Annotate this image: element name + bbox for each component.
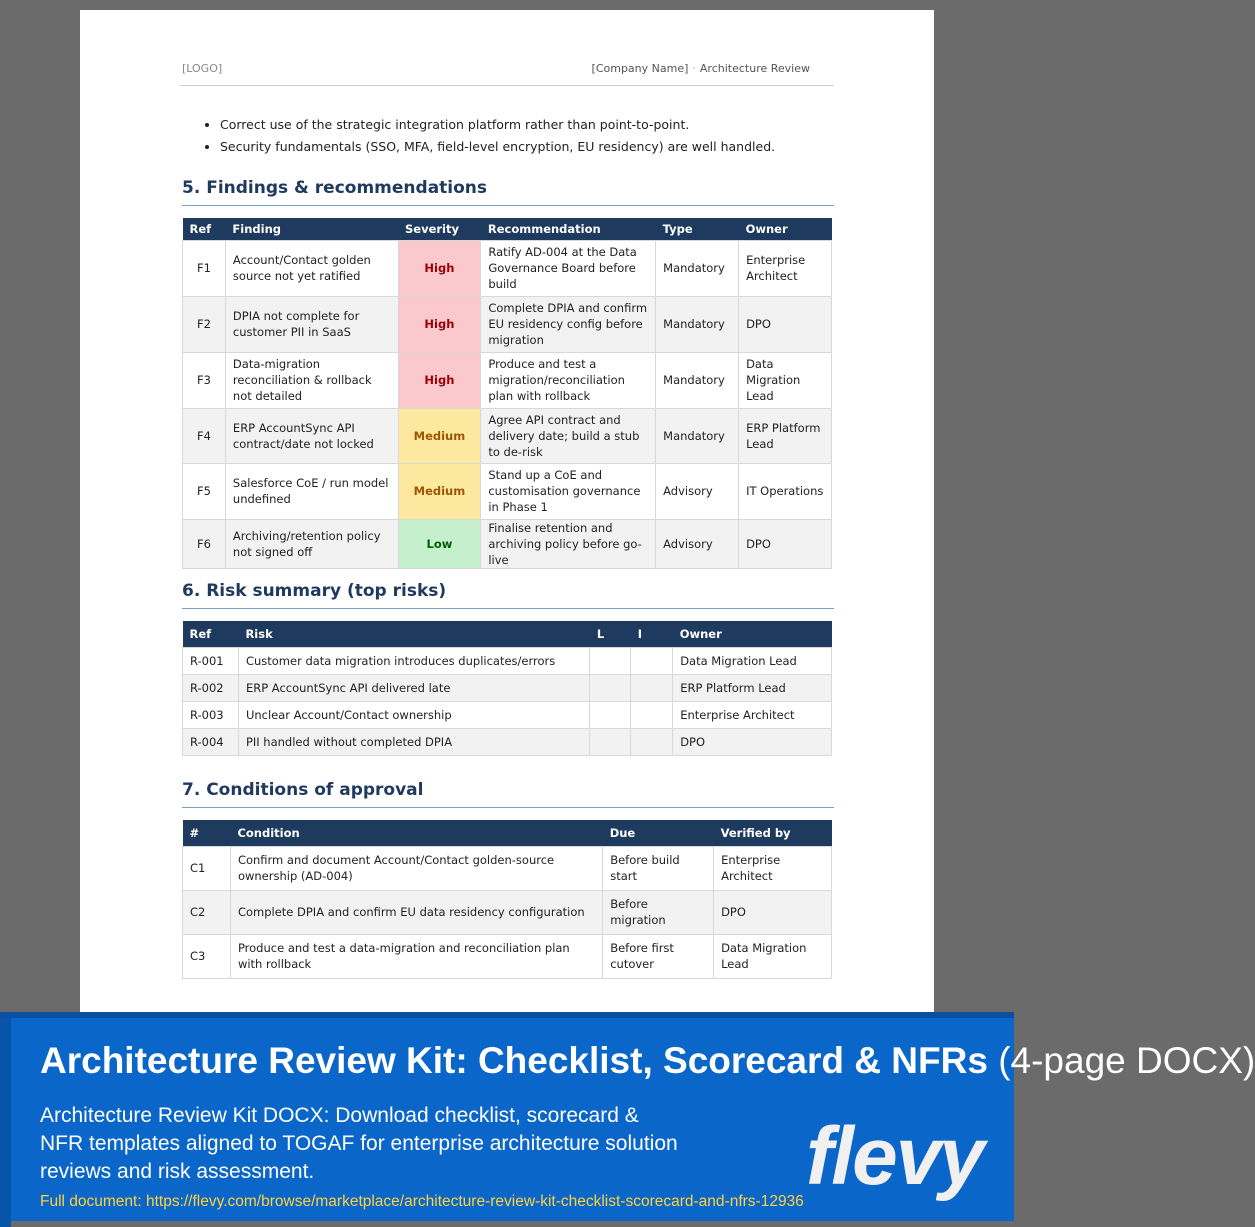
conditions-heading bbox=[182, 780, 834, 808]
ref-cell: F1 bbox=[183, 240, 226, 296]
banner-title bbox=[40, 1040, 1255, 1082]
owner-cell: Data Migration Lead bbox=[739, 352, 832, 408]
impact-cell bbox=[631, 647, 673, 674]
type-cell: Mandatory bbox=[656, 296, 739, 352]
section-title: 7. Conditions of approval bbox=[182, 780, 424, 800]
num-cell: C2 bbox=[183, 890, 231, 934]
document-link[interactable]: Full document: https://flevy.com/browse/marketplace/architecture-review-kit-checklist-scorecard-and-nfrs-12936 bbox=[40, 1193, 804, 1210]
severity-badge: High bbox=[398, 352, 481, 408]
column-header: Finding bbox=[225, 218, 398, 240]
likelihood-cell bbox=[590, 701, 631, 728]
column-header: Verified by bbox=[714, 820, 832, 846]
table-row bbox=[183, 728, 832, 755]
doc-title: Architecture Review bbox=[699, 62, 810, 75]
ref-cell: F4 bbox=[183, 408, 226, 463]
severity-badge: High bbox=[398, 240, 481, 296]
table-row bbox=[183, 890, 832, 934]
findings-table bbox=[182, 218, 832, 569]
promo-banner bbox=[0, 1012, 1255, 1221]
column-header: Condition bbox=[230, 820, 602, 846]
impact-cell bbox=[631, 728, 673, 755]
type-cell: Advisory bbox=[656, 463, 739, 519]
verified-cell: DPO bbox=[714, 890, 832, 934]
list-item: • Security fundamentals (SSO, MFA, field-level encryption, EU residency) are well handled. bbox=[220, 136, 820, 158]
banner-title-suffix: (4-page DOCX) bbox=[998, 1040, 1255, 1081]
due-cell: Before build start bbox=[603, 846, 714, 890]
column-header: I bbox=[631, 621, 673, 647]
owner-cell: Data Migration Lead bbox=[673, 647, 832, 674]
owner-cell: ERP Platform Lead bbox=[673, 674, 832, 701]
recommendation-cell: Complete DPIA and confirm EU residency config before migration bbox=[481, 296, 656, 352]
risks-heading bbox=[182, 581, 834, 609]
table-row bbox=[183, 674, 832, 701]
ref-cell: R-003 bbox=[183, 701, 239, 728]
risk-cell: ERP AccountSync API delivered late bbox=[238, 674, 589, 701]
finding-cell: ERP AccountSync API contract/date not locked bbox=[225, 408, 398, 463]
owner-cell: ERP Platform Lead bbox=[739, 408, 832, 463]
due-cell: Before first cutover bbox=[603, 934, 714, 978]
table-row bbox=[183, 519, 832, 568]
owner-cell: Enterprise Architect bbox=[673, 701, 832, 728]
ref-cell: R-002 bbox=[183, 674, 239, 701]
likelihood-cell bbox=[590, 674, 631, 701]
owner-cell: DPO bbox=[673, 728, 832, 755]
column-header: Risk bbox=[238, 621, 589, 647]
owner-cell: Enterprise Architect bbox=[739, 240, 832, 296]
recommendation-cell: Ratify AD-004 at the Data Governance Board before build bbox=[481, 240, 656, 296]
condition-cell: Produce and test a data-migration and reconciliation plan with rollback bbox=[230, 934, 602, 978]
company-name: [Company Name] bbox=[591, 62, 689, 75]
column-header: Owner bbox=[673, 621, 832, 647]
recommendation-cell: Produce and test a migration/reconciliation plan with rollback bbox=[481, 352, 656, 408]
severity-badge: High bbox=[398, 296, 481, 352]
section-title: 5. Findings & recommendations bbox=[182, 178, 488, 198]
banner-title-main: Architecture Review Kit: Checklist, Scorecard & NFRs bbox=[40, 1040, 988, 1081]
strengths-list bbox=[220, 114, 820, 158]
conditions-table bbox=[182, 820, 832, 979]
header-right bbox=[592, 62, 810, 75]
column-header: Type bbox=[656, 218, 739, 240]
logo-placeholder: [LOGO] bbox=[182, 62, 223, 75]
table-header-row bbox=[183, 621, 832, 647]
table-header-row bbox=[183, 218, 832, 240]
column-header: # bbox=[183, 820, 231, 846]
flevy-logo: flevy bbox=[806, 1111, 983, 1202]
ref-cell: F5 bbox=[183, 463, 226, 519]
table-row bbox=[183, 934, 832, 978]
banner-description: Architecture Review Kit DOCX: Download checklist, scorecard & NFR templates aligned to TOGAF for enterprise architecture solution reviews and risk assessment. bbox=[40, 1104, 678, 1183]
section-title: 6. Risk summary (top risks) bbox=[182, 581, 447, 601]
finding-cell: Salesforce CoE / run model undefined bbox=[225, 463, 398, 519]
severity-badge: Low bbox=[398, 519, 481, 568]
owner-cell: IT Operations bbox=[739, 463, 832, 519]
owner-cell: DPO bbox=[739, 519, 832, 568]
finding-cell: Archiving/retention policy not signed off bbox=[225, 519, 398, 568]
banner-edge bbox=[0, 1018, 11, 1227]
table-row bbox=[183, 647, 832, 674]
table-row bbox=[183, 846, 832, 890]
column-header: Ref bbox=[183, 218, 226, 240]
list-item: • Correct use of the strategic integration platform rather than point-to-point. bbox=[220, 114, 820, 136]
num-cell: C1 bbox=[183, 846, 231, 890]
table-row bbox=[183, 240, 832, 296]
risk-cell: PII handled without completed DPIA bbox=[238, 728, 589, 755]
finding-cell: Data-migration reconciliation & rollback not detailed bbox=[225, 352, 398, 408]
likelihood-cell bbox=[590, 728, 631, 755]
ref-cell: R-001 bbox=[183, 647, 239, 674]
type-cell: Advisory bbox=[656, 519, 739, 568]
table-row bbox=[183, 463, 832, 519]
condition-cell: Confirm and document Account/Contact golden-source ownership (AD-004) bbox=[230, 846, 602, 890]
likelihood-cell bbox=[590, 647, 631, 674]
risk-cell: Unclear Account/Contact ownership bbox=[238, 701, 589, 728]
verified-cell: Data Migration Lead bbox=[714, 934, 832, 978]
impact-cell bbox=[631, 701, 673, 728]
table-row bbox=[183, 701, 832, 728]
header-separator: · bbox=[692, 62, 696, 75]
risks-table bbox=[182, 621, 832, 756]
impact-cell bbox=[631, 674, 673, 701]
finding-cell: Account/Contact golden source not yet ratified bbox=[225, 240, 398, 296]
recommendation-cell: Stand up a CoE and customisation governance in Phase 1 bbox=[481, 463, 656, 519]
column-header: Recommendation bbox=[481, 218, 656, 240]
type-cell: Mandatory bbox=[656, 352, 739, 408]
owner-cell: DPO bbox=[739, 296, 832, 352]
table-header-row bbox=[183, 820, 832, 846]
column-header: Severity bbox=[398, 218, 481, 240]
column-header: Ref bbox=[183, 621, 239, 647]
page-header bbox=[180, 62, 834, 86]
verified-cell: Enterprise Architect bbox=[714, 846, 832, 890]
due-cell: Before migration bbox=[603, 890, 714, 934]
table-row bbox=[183, 408, 832, 463]
document-page bbox=[80, 10, 934, 1015]
type-cell: Mandatory bbox=[656, 240, 739, 296]
column-header: Owner bbox=[739, 218, 832, 240]
condition-cell: Complete DPIA and confirm EU data residency configuration bbox=[230, 890, 602, 934]
findings-heading bbox=[182, 178, 834, 206]
table-row bbox=[183, 352, 832, 408]
ref-cell: F6 bbox=[183, 519, 226, 568]
table-row bbox=[183, 296, 832, 352]
ref-cell: F2 bbox=[183, 296, 226, 352]
column-header: L bbox=[590, 621, 631, 647]
risk-cell: Customer data migration introduces duplicates/errors bbox=[238, 647, 589, 674]
recommendation-cell: Finalise retention and archiving policy before go-live bbox=[481, 519, 656, 568]
type-cell: Mandatory bbox=[656, 408, 739, 463]
num-cell: C3 bbox=[183, 934, 231, 978]
severity-badge: Medium bbox=[398, 408, 481, 463]
recommendation-cell: Agree API contract and delivery date; build a stub to de-risk bbox=[481, 408, 656, 463]
ref-cell: R-004 bbox=[183, 728, 239, 755]
column-header: Due bbox=[603, 820, 714, 846]
finding-cell: DPIA not complete for customer PII in SaaS bbox=[225, 296, 398, 352]
severity-badge: Medium bbox=[398, 463, 481, 519]
ref-cell: F3 bbox=[183, 352, 226, 408]
